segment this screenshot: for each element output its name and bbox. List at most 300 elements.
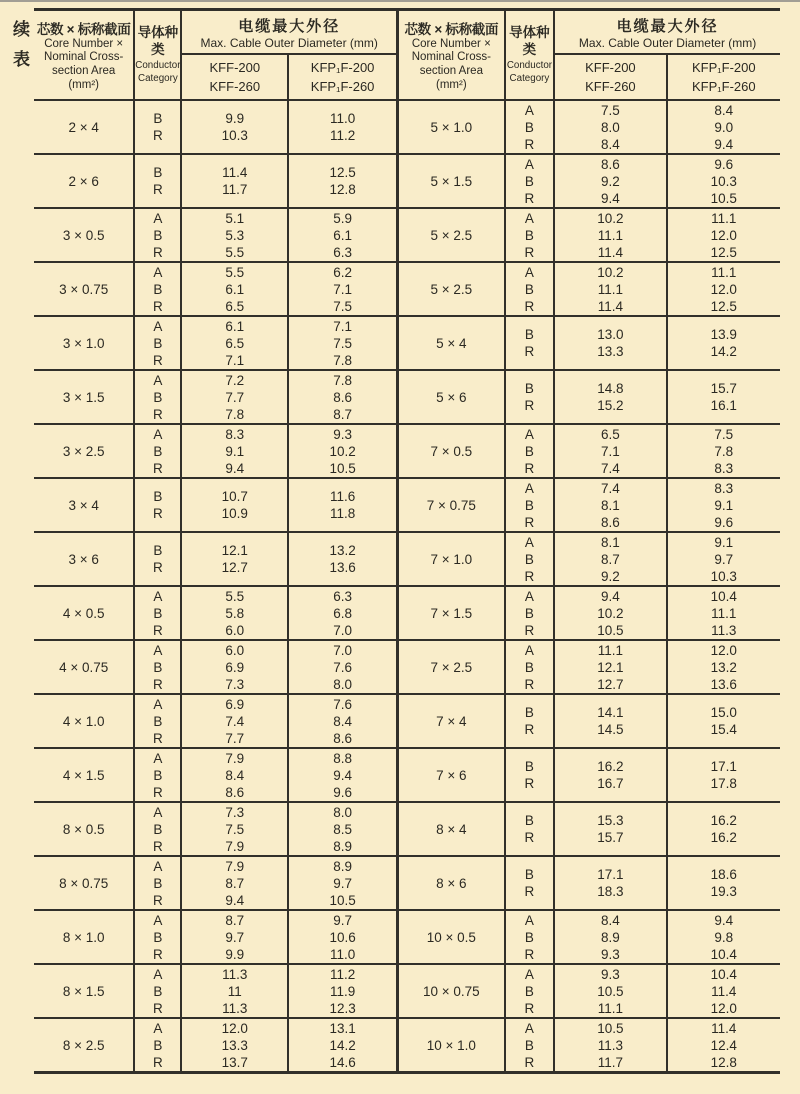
table-body-right (399, 101, 780, 1071)
kff-diameter-value: 18.3 (597, 884, 624, 899)
conductor-category: R (524, 622, 535, 638)
kff-diameter-value: 7.9 (225, 858, 245, 874)
conductor-category: R (524, 514, 535, 530)
header-conductor-zh: 导体种类 (509, 24, 550, 57)
spec-group (399, 531, 780, 585)
core-area-cell: 5 × 2.5 (399, 263, 506, 315)
core-area-cell: 3 × 2.5 (34, 425, 135, 477)
kff-diameter-value: 8.4 (601, 136, 620, 152)
header-conductor-en-line: Category (509, 72, 550, 84)
header-conductor-column (506, 11, 556, 99)
kfp-diameter-value: 6.2 (333, 264, 352, 280)
kfp-diameter-value: 8.4 (333, 713, 352, 729)
kff-diameter-value: 7.7 (225, 730, 245, 746)
core-area-cell: 7 × 0.75 (399, 479, 506, 531)
kfp-diameter-value: 8.8 (333, 750, 352, 766)
conductor-category: B (153, 821, 163, 837)
kfp-value-column (289, 587, 396, 639)
diameter-values (555, 209, 780, 261)
kfp-diameter-value: 10.5 (710, 190, 737, 206)
conductor-category: A (524, 102, 534, 118)
kfp-diameter-value: 12.0 (710, 281, 737, 297)
kff-value-column (555, 263, 667, 315)
conductor-category: R (524, 398, 535, 413)
spec-group (34, 1017, 396, 1071)
spec-group (34, 477, 396, 531)
core-area-cell: 10 × 0.75 (399, 965, 506, 1017)
conductor-column (506, 695, 556, 747)
kfp-diameter-value: 9.7 (333, 912, 352, 928)
core-area-cell: 5 × 6 (399, 371, 506, 423)
spec-group (34, 909, 396, 963)
conductor-category: B (153, 111, 163, 126)
kff-value-column (182, 533, 289, 585)
conductor-column (135, 641, 182, 693)
kff-diameter-value: 9.9 (225, 111, 245, 126)
conductor-category: A (153, 588, 163, 604)
header-kff-line: KFF-200 (209, 59, 261, 75)
spec-group (34, 801, 396, 855)
spec-group (399, 369, 780, 423)
kfp-diameter-value: 12.5 (329, 165, 356, 180)
conductor-category: B (524, 983, 534, 999)
conductor-category: R (153, 460, 163, 476)
kff-diameter-value: 6.9 (225, 659, 245, 675)
kff-value-column (555, 803, 667, 855)
kff-diameter-value: 11.4 (597, 244, 624, 260)
spec-group (399, 153, 780, 207)
diameter-values (182, 587, 396, 639)
conductor-column (506, 803, 556, 855)
kff-diameter-value: 11.4 (597, 298, 624, 314)
spec-group (34, 855, 396, 909)
kff-diameter-value: 10.5 (597, 983, 624, 999)
conductor-column (506, 425, 556, 477)
header-diameter-title (182, 11, 396, 55)
header-core-area-unit: (mm²) (68, 78, 99, 91)
conductor-category: B (524, 605, 534, 621)
kff-diameter-value: 5.3 (225, 227, 245, 243)
core-area-cell: 4 × 1.5 (34, 749, 135, 801)
conductor-column (506, 749, 556, 801)
kfp-diameter-value: 17.1 (710, 759, 737, 774)
conductor-category: A (153, 750, 163, 766)
core-area-cell: 3 × 4 (34, 479, 135, 531)
conductor-category: R (524, 460, 535, 476)
header-diameter-en: Max. Cable Outer Diameter (mm) (578, 35, 757, 50)
kff-value-column (182, 803, 289, 855)
kfp-value-column (289, 695, 396, 747)
kff-value-column (182, 479, 289, 531)
diameter-values (182, 317, 396, 369)
kfp-value-column (668, 263, 780, 315)
kff-diameter-value: 10.9 (221, 506, 248, 521)
spec-group (399, 801, 780, 855)
kfp-diameter-value: 12.5 (710, 298, 737, 314)
kff-diameter-value: 9.9 (225, 946, 245, 962)
conductor-category: R (524, 676, 535, 692)
spec-group (399, 315, 780, 369)
conductor-category: B (153, 227, 163, 243)
diameter-values (555, 857, 780, 909)
diameter-values (182, 749, 396, 801)
conductor-category: B (153, 543, 163, 558)
conductor-category: B (153, 875, 163, 891)
kfp-diameter-value: 8.5 (333, 821, 352, 837)
kfp-value-column (668, 425, 780, 477)
table-body-left (34, 101, 396, 1071)
conductor-column (135, 263, 182, 315)
header-conductor-en-line: Conductor (506, 59, 553, 71)
conductor-category: B (153, 1037, 163, 1053)
conductor-column (135, 695, 182, 747)
kfp-diameter-value: 12.5 (710, 244, 737, 260)
core-area-cell: 3 × 1.0 (34, 317, 135, 369)
header-kff-line: KFF-260 (209, 79, 261, 94)
kfp-value-column (668, 209, 780, 261)
kff-diameter-value: 12.1 (221, 543, 248, 558)
kfp-diameter-value: 11.2 (329, 128, 356, 143)
spec-group (34, 261, 396, 315)
kfp-diameter-value: 7.8 (333, 372, 352, 388)
kfp-diameter-value: 11.4 (711, 1020, 737, 1036)
conductor-column (506, 101, 556, 153)
core-area-cell: 7 × 1.5 (399, 587, 506, 639)
conductor-category: B (524, 327, 534, 342)
kff-value-column (555, 695, 667, 747)
spec-group (399, 693, 780, 747)
kff-diameter-value: 9.4 (601, 190, 620, 206)
kfp-diameter-value: 9.6 (333, 784, 352, 800)
header-diameter-zh: 电缆最大外径 (616, 17, 719, 35)
kff-diameter-value: 8.0 (601, 119, 620, 135)
spec-group (34, 693, 396, 747)
conductor-category: A (153, 912, 163, 928)
conductor-column (135, 209, 182, 261)
kff-value-column (555, 857, 667, 909)
kff-diameter-value: 9.4 (225, 892, 245, 908)
kff-diameter-value: 11.1 (597, 227, 624, 243)
conductor-category: A (524, 966, 534, 982)
conductor-column (135, 101, 182, 153)
kff-diameter-value: 12.7 (221, 560, 248, 575)
conductor-category: B (153, 605, 163, 621)
diameter-values (182, 965, 396, 1017)
kff-diameter-value: 6.9 (225, 696, 245, 712)
kff-diameter-value: 10.5 (597, 622, 624, 638)
conductor-column (506, 371, 556, 423)
spec-group (34, 369, 396, 423)
kfp-value-column (668, 587, 780, 639)
header-core-area-en-line: section Area (52, 65, 116, 77)
conductor-category: B (524, 867, 534, 882)
core-area-cell: 3 × 1.5 (34, 371, 135, 423)
kff-diameter-value: 6.0 (225, 642, 245, 658)
kff-diameter-value: 7.5 (601, 102, 620, 118)
kff-value-column (555, 533, 667, 585)
kfp-diameter-value: 11.3 (711, 622, 737, 638)
kfp-diameter-value: 12.3 (329, 1000, 356, 1016)
diameter-values (555, 587, 780, 639)
conductor-category: B (153, 983, 163, 999)
spec-group (399, 909, 780, 963)
conductor-category: A (153, 372, 163, 388)
header-core-area-column (399, 11, 506, 99)
kfp-diameter-value: 13.2 (329, 543, 356, 558)
kfp-diameter-value: 8.0 (333, 676, 352, 692)
kfp-diameter-value: 6.8 (333, 605, 352, 621)
conductor-column (135, 533, 182, 585)
kff-diameter-value: 11.3 (597, 1037, 624, 1053)
kff-diameter-value: 9.4 (601, 588, 620, 604)
diameter-values (182, 209, 396, 261)
kfp-value-column (289, 317, 396, 369)
conductor-category: R (524, 190, 535, 206)
kff-diameter-value: 6.5 (601, 426, 620, 442)
core-area-cell: 3 × 0.5 (34, 209, 135, 261)
spec-table-left (34, 11, 396, 1071)
kff-diameter-value: 9.4 (225, 460, 245, 476)
kff-diameter-value: 8.1 (601, 534, 620, 550)
kfp-diameter-value: 9.7 (333, 875, 352, 891)
kfp-value-column (668, 749, 780, 801)
kff-diameter-value: 7.4 (601, 460, 620, 476)
diameter-values (555, 479, 780, 531)
kfp-value-column (668, 641, 780, 693)
conductor-category: R (524, 946, 535, 962)
kff-diameter-value: 7.8 (225, 406, 245, 422)
kfp-diameter-value: 11.4 (711, 983, 737, 999)
core-area-cell: 5 × 1.0 (399, 101, 506, 153)
conductor-category: R (524, 830, 535, 845)
kfp-diameter-value: 13.1 (329, 1020, 356, 1036)
table-header (399, 11, 780, 101)
kff-diameter-value: 9.3 (601, 966, 620, 982)
conductor-category: A (524, 156, 534, 172)
kff-value-column (182, 155, 289, 207)
conductor-column (135, 587, 182, 639)
kfp-value-column (289, 965, 396, 1017)
diameter-values (555, 155, 780, 207)
spec-group (399, 963, 780, 1017)
kff-diameter-value: 13.7 (221, 1054, 248, 1070)
conductor-category: B (524, 119, 534, 135)
core-area-cell: 8 × 4 (399, 803, 506, 855)
conductor-category: A (153, 966, 163, 982)
conductor-category: B (524, 227, 534, 243)
kfp-diameter-value: 11.2 (329, 966, 356, 982)
kff-diameter-value: 5.5 (225, 244, 245, 260)
kff-value-column (182, 209, 289, 261)
kff-diameter-value: 11 (227, 983, 242, 999)
core-area-cell: 7 × 2.5 (399, 641, 506, 693)
kff-diameter-value: 11.3 (222, 966, 248, 982)
conductor-category: R (153, 622, 163, 638)
kff-diameter-value: 11.1 (597, 281, 624, 297)
kfp-diameter-value: 6.1 (333, 227, 352, 243)
kff-value-column (182, 317, 289, 369)
kff-diameter-value: 14.8 (597, 381, 624, 396)
kfp-diameter-value: 11.0 (329, 946, 356, 962)
kfp-diameter-value: 18.6 (710, 867, 737, 882)
cable-diameter-table (34, 8, 780, 1074)
kfp-value-column (668, 1019, 780, 1071)
kfp-value-column (289, 209, 396, 261)
spec-group (399, 423, 780, 477)
table-header (34, 11, 396, 101)
conductor-column (135, 857, 182, 909)
kfp-diameter-value: 7.8 (714, 443, 734, 459)
conductor-category: B (524, 497, 534, 513)
kfp-diameter-value: 7.0 (333, 622, 352, 638)
conductor-category: R (153, 784, 163, 800)
core-area-cell: 8 × 0.75 (34, 857, 135, 909)
diameter-values (182, 911, 396, 963)
kff-diameter-value: 12.1 (597, 659, 624, 675)
kfp-value-column (668, 965, 780, 1017)
diameter-values (555, 749, 780, 801)
kfp-value-column (289, 101, 396, 153)
conductor-column (506, 911, 556, 963)
core-area-cell: 7 × 1.0 (399, 533, 506, 585)
kff-diameter-value: 6.0 (225, 622, 245, 638)
conductor-category: B (153, 489, 163, 504)
kfp-diameter-value: 14.6 (329, 1054, 356, 1070)
kff-value-column (182, 965, 289, 1017)
kfp-diameter-value: 13.9 (710, 327, 737, 342)
conductor-category: R (524, 1000, 535, 1016)
conductor-column (506, 1019, 556, 1071)
kfp-diameter-value: 7.6 (333, 659, 352, 675)
kff-diameter-value: 8.3 (225, 426, 245, 442)
header-core-area-en-line: Core Number × (44, 37, 124, 50)
kfp-diameter-value: 6.3 (333, 588, 352, 604)
conductor-category: B (524, 759, 534, 774)
header-kff-column (182, 55, 289, 99)
kff-diameter-value: 6.5 (225, 335, 245, 351)
conductor-category: R (524, 884, 535, 899)
core-area-cell: 2 × 6 (34, 155, 135, 207)
conductor-category: R (153, 946, 163, 962)
spec-group (399, 1017, 780, 1071)
kff-value-column (555, 911, 667, 963)
core-area-cell: 5 × 1.5 (399, 155, 506, 207)
header-kfp-line: KFP₁F-200 (310, 59, 375, 75)
spec-group (34, 101, 396, 153)
kff-diameter-value: 7.4 (601, 480, 620, 496)
kff-diameter-value: 11.1 (597, 1000, 624, 1016)
conductor-category: A (524, 912, 534, 928)
kfp-diameter-value: 16.2 (710, 830, 737, 845)
continued-table-label: 续表 (10, 20, 29, 80)
kfp-diameter-value: 17.8 (710, 776, 737, 791)
kfp-diameter-value: 11.1 (711, 210, 737, 226)
conductor-category: A (524, 480, 534, 496)
kff-diameter-value: 9.3 (601, 946, 620, 962)
kfp-value-column (289, 749, 396, 801)
header-diameter-zh: 电缆最大外径 (238, 17, 341, 35)
spec-group (399, 855, 780, 909)
kff-value-column (555, 155, 667, 207)
kfp-diameter-value: 15.0 (710, 705, 737, 720)
kfp-diameter-value: 16.2 (710, 813, 737, 828)
diameter-values (182, 371, 396, 423)
kfp-diameter-value: 8.7 (333, 406, 352, 422)
kff-diameter-value: 11.7 (597, 1054, 624, 1070)
kff-diameter-value: 11.4 (222, 165, 248, 180)
conductor-category: A (153, 1020, 163, 1036)
kff-diameter-value: 14.5 (597, 722, 624, 737)
kfp-diameter-value: 10.5 (329, 460, 356, 476)
kfp-diameter-value: 11.9 (329, 983, 356, 999)
kfp-diameter-value: 13.2 (710, 659, 737, 675)
kff-value-column (182, 587, 289, 639)
conductor-column (135, 749, 182, 801)
header-core-area-unit: (mm²) (436, 78, 467, 91)
conductor-category: R (153, 244, 163, 260)
core-area-cell: 4 × 0.5 (34, 587, 135, 639)
conductor-column (506, 155, 556, 207)
kff-value-column (182, 425, 289, 477)
diameter-values (182, 857, 396, 909)
diameter-values (555, 965, 780, 1017)
core-area-cell: 7 × 6 (399, 749, 506, 801)
conductor-category: A (524, 534, 534, 550)
header-diameter-subcolumns (555, 55, 780, 99)
spec-group (399, 585, 780, 639)
kff-value-column (555, 209, 667, 261)
kfp-value-column (289, 911, 396, 963)
diameter-values (555, 641, 780, 693)
diameter-values (182, 533, 396, 585)
kfp-diameter-value: 12.0 (710, 642, 737, 658)
conductor-category: R (153, 1054, 163, 1070)
kfp-value-column (668, 317, 780, 369)
diameter-values (555, 911, 780, 963)
conductor-category: R (153, 406, 163, 422)
kff-diameter-value: 5.5 (225, 264, 245, 280)
conductor-column (506, 857, 556, 909)
kff-diameter-value: 13.3 (221, 1037, 248, 1053)
kfp-diameter-value: 12.8 (710, 1054, 737, 1070)
diameter-values (555, 371, 780, 423)
kfp-value-column (289, 263, 396, 315)
conductor-category: R (524, 244, 535, 260)
kff-diameter-value: 7.5 (225, 821, 245, 837)
kff-diameter-value: 13.3 (597, 344, 624, 359)
conductor-category: R (153, 838, 163, 854)
kff-diameter-value: 7.1 (225, 352, 245, 368)
conductor-column (135, 479, 182, 531)
kfp-value-column (668, 695, 780, 747)
kff-value-column (182, 101, 289, 153)
kfp-value-column (289, 533, 396, 585)
diameter-values (555, 695, 780, 747)
conductor-category: B (153, 443, 163, 459)
kff-diameter-value: 5.1 (225, 210, 245, 226)
kfp-diameter-value: 9.8 (714, 929, 734, 945)
kfp-diameter-value: 16.1 (710, 398, 737, 413)
conductor-category: R (153, 352, 163, 368)
kff-diameter-value: 13.0 (597, 327, 624, 342)
spec-group (399, 477, 780, 531)
kfp-value-column (668, 101, 780, 153)
header-core-area-en-line: Nominal Cross- (44, 51, 124, 64)
header-kfp-column (668, 55, 780, 99)
kfp-diameter-value: 15.7 (710, 381, 737, 396)
diameter-values (182, 695, 396, 747)
conductor-category: A (153, 210, 163, 226)
